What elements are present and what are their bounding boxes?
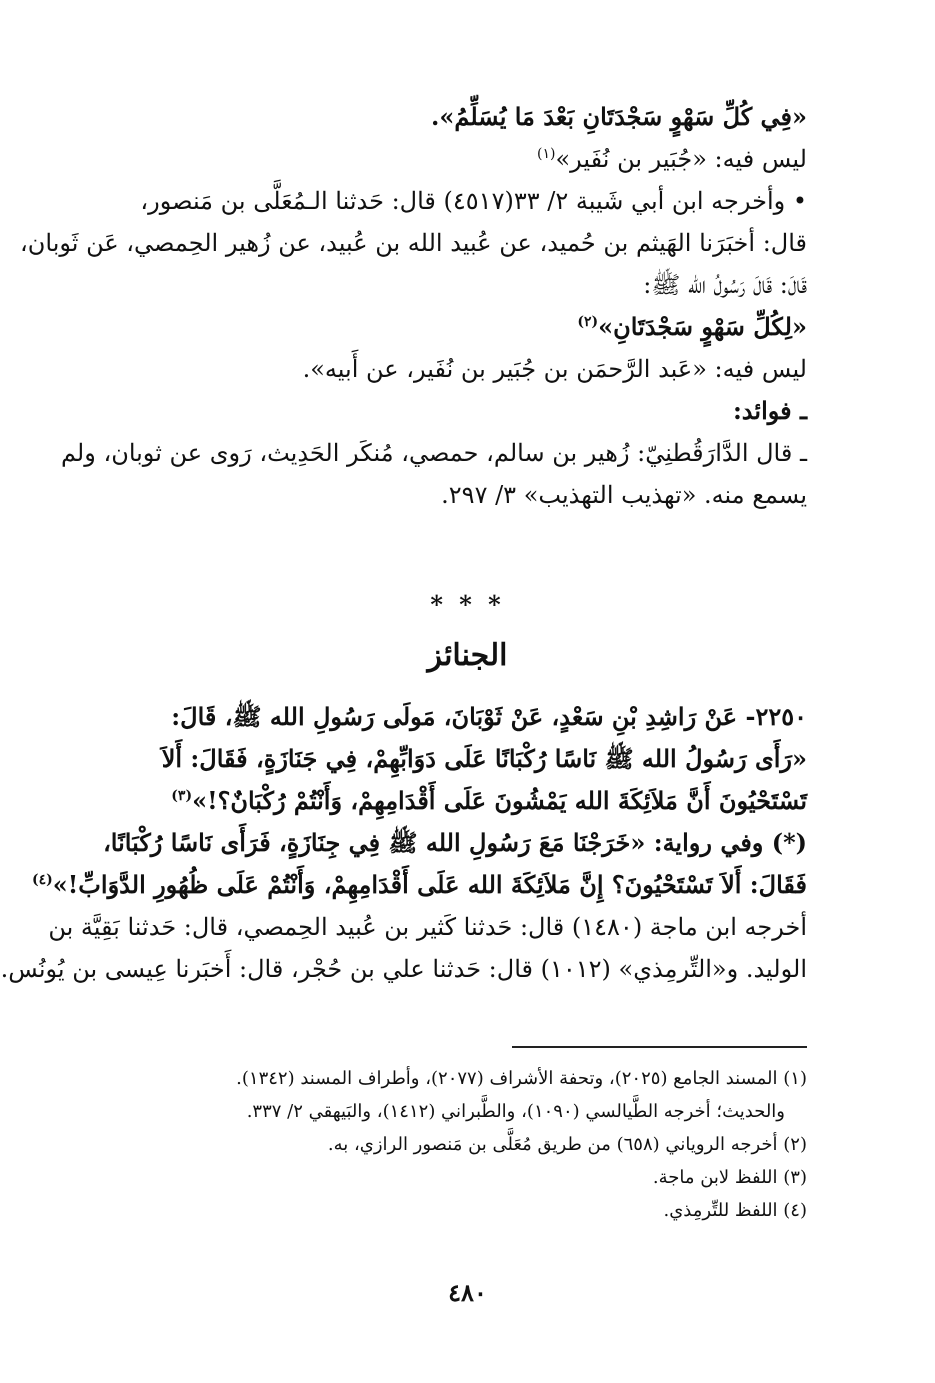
hadith-text-line: «فِي كُلِّ سَهْوٍ سَجْدَتَانِ بَعْدَ مَا يُسَلِّمُ». [431,102,807,131]
section-separator: * * * [430,590,505,619]
footnote-ref: (١) [537,146,556,162]
takhrij-line: أخرجه ابن ماجة (١٤٨٠) قال: حَدثنا كَثير بن عُبيد الحِمصي، قال: حَدثنا بَقِيَّة بن [48,913,807,941]
hadith-text: «لِكُلِّ سَهْوٍ سَجْدَتَانِ» [598,312,807,341]
hadith-text-line: «رَأَى رَسُولُ الله ﷺ نَاسًا رُكْبَانًا عَلَى دَوَابِّهِمْ، فِي جَنَازَةٍ، فَقَالَ: أَلاَ [161,744,807,773]
hadith-header-line: ٢٢٥٠- عَنْ رَاشِدِ بْنِ سَعْدٍ، عَنْ ثَوْبَانَ، مَولَى رَسُولِ الله ﷺ، قَالَ: [171,702,807,731]
takhrij-line: قال: أخبَرَنا الهَيثم بن حُميد، عن عُبيد الله بن عُبيد، عن زُهير الحِمصي، عَن ثَوبان، [20,229,807,257]
lower-text-block [0,696,807,990]
footnote-item: (١) المسند الجامع (٢٠٢٥)، وتحفة الأشراف (٢٠٧٧)، وأطراف المسند (١٣٤٢). [236,1068,807,1089]
footnote-ref: (٤) [31,872,53,888]
takhrij-line: • وأخرجه ابن أبي شَيبة ٢/ ٣٣(٤٥١٧) قال: حَدثنا الـمُعَلَّى بن مَنصور، [140,187,807,215]
benefit-line: ـ قال الدَّارَقُطنِيّ: زُهير بن سالم، حمصي، مُنكَر الحَدِيث، رَوى عن ثوبان، ولم [60,439,807,467]
hadith-text-line [127,780,807,822]
footnote-item: والحديث؛ أخرجه الطَّيالسي (١٠٩٠)، والطَّبراني (١٤١٢)، والبَيهقي ٢/ ٣٣٧. [246,1101,785,1122]
note-line: ليس فيه: «عَبد الرَّحمَن بن جُبَير بن نُفَير، عن أَبيه». [302,355,807,383]
upper-text-block [20,96,807,516]
footnotes [127,1062,807,1227]
takhrij-line: قَالَ: قَالَ رَسُولُ الله ﷺ: [643,271,807,299]
section-title: الجنائز [427,638,508,673]
page-number: ٤٨٠ [448,1278,487,1307]
benefit-line: يسمع منه. «تهذيب التهذيب» ٣/ ٢٩٧. [441,481,807,509]
footnote-divider [512,1046,807,1048]
hadith-variant-line [31,864,807,906]
footnote-ref: (٣) [171,788,193,804]
hadith-text: فَقَالَ: أَلاَ تَسْتَحْيُونَ؟ إِنَّ مَلاَئِكَةَ الله عَلَى أَقْدَامِهِمْ، وَأَنْتُمْ عَلَى ظُهُورِ الدَّوَابِّ!» [52,870,807,899]
hadith-variant-line: (*) وفي رواية: «خَرَجْنَا مَعَ رَسُولِ الله ﷺ فِي جِنَازَةٍ، فَرَأَى نَاسًا رُكْبَانًا، [103,828,807,857]
note-text: ليس فيه: «جُبَير بن نُفَير» [555,145,807,173]
benefits-heading: ـ فوائد: [732,396,807,425]
footnote-item: (٣) اللفظ لابن ماجة. [652,1167,807,1188]
footnote-item: (٤) اللفظ للتِّرمِذي. [663,1200,807,1221]
footnote-item: (٢) أخرجه الروياني (٦٥٨) من طريق مُعَلَّى بن مَنصور الرازي، به. [327,1134,807,1155]
takhrij-line: الوليد. و«التِّرمِذي» (١٠١٢) قال: حَدثنا علي بن حُجْر، قال: أَخبَرنا عِيسى بن يُونُس. [0,955,807,983]
hadith-text: تَسْتَحْيُونَ أَنَّ مَلاَئِكَةَ الله يَمْشُونَ عَلَى أَقْدَامِهِمْ، وَأَنْتُمْ رُكْبَانٌ؟!» [192,786,807,815]
footnote-ref: (٢) [577,314,599,330]
note-line [127,138,807,180]
hadith-text-line [127,306,807,348]
